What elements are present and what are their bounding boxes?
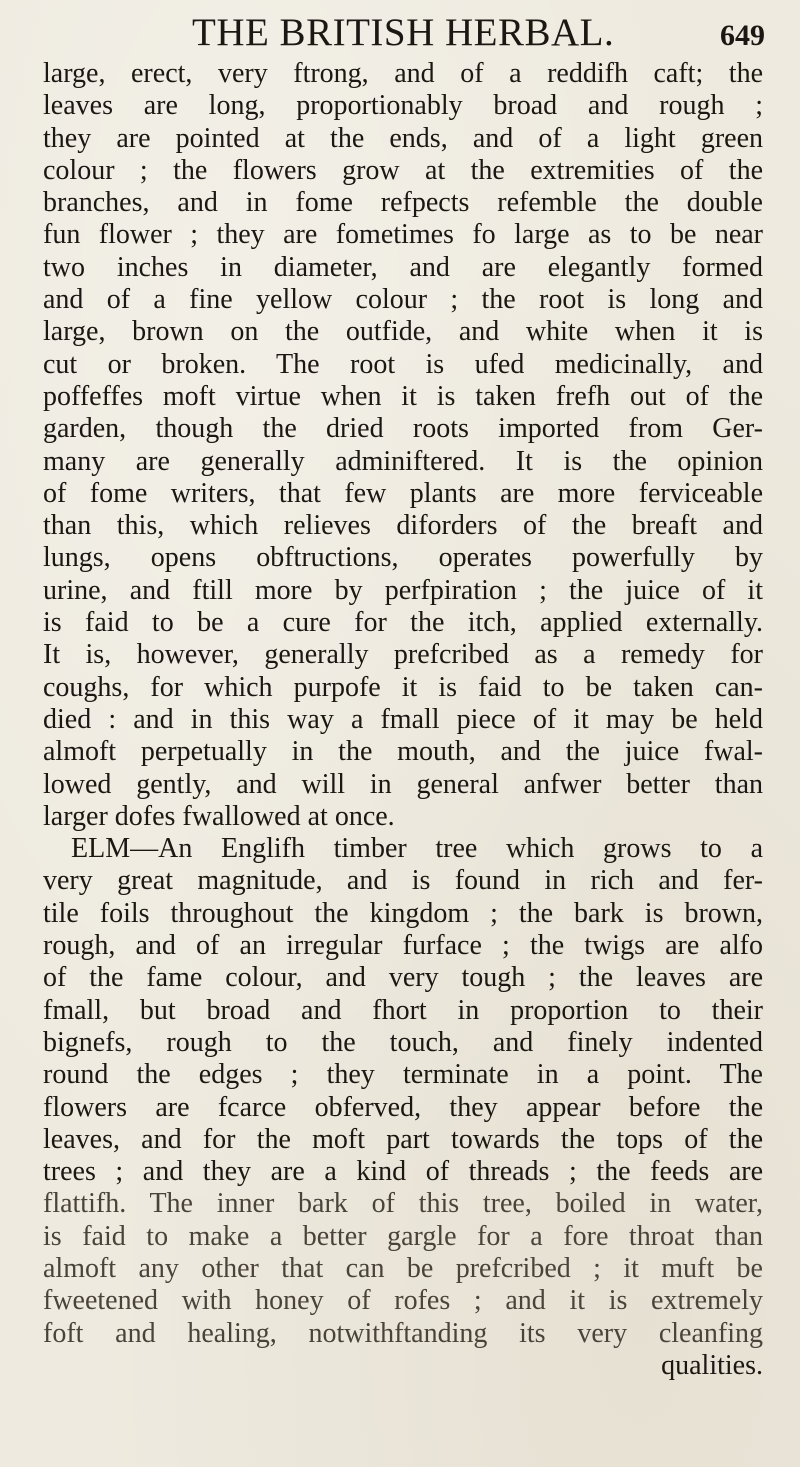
text-line: lungs, opens obftructions, operates powerfully by xyxy=(43,542,763,574)
text-line: bignefs, rough to the touch, and finely indented xyxy=(43,1026,763,1058)
text-line: and of a fine yellow colour ; the root is long and xyxy=(43,284,763,316)
text-line: trees ; and they are a kind of threads ; the feeds are xyxy=(43,1156,763,1188)
text-line: is faid to make a better gargle for a fore throat than xyxy=(43,1220,763,1252)
text-line: leaves are long, proportionably broad and rough ; xyxy=(43,90,763,122)
text-line: they are pointed at the ends, and of a light green xyxy=(43,122,763,154)
page-number: 649 xyxy=(720,19,765,52)
text-line: fweetened with honey of rofes ; and it is extremely xyxy=(43,1285,763,1317)
text-line: large, erect, very ftrong, and of a reddifh caft; the xyxy=(43,58,763,89)
text-line-entry-start: ELM—An Englifh timber tree which grows to a xyxy=(71,833,763,865)
text-line: large, brown on the outfide, and white when it is xyxy=(43,316,763,348)
text-line: of the fame colour, and very tough ; the leaves are xyxy=(43,962,763,994)
text-line: round the edges ; they terminate in a point. The xyxy=(43,1059,763,1091)
text-line: fmall, but broad and fhort in proportion to their xyxy=(43,994,763,1026)
text-line: very great magnitude, and is found in rich and fer- xyxy=(43,865,763,897)
text-line: larger dofes fwallowed at once. xyxy=(43,800,395,832)
text-line: leaves, and for the moft part towards the tops of the xyxy=(43,1123,763,1155)
text-line: died : and in this way a fmall piece of it may be held xyxy=(43,703,763,735)
text-line: branches, and in fome refpects refemble the double xyxy=(43,187,763,219)
text-line: fun flower ; they are fometimes fo large as to be near xyxy=(43,219,763,251)
text-line: It is, however, generally prefcribed as a remedy for xyxy=(43,639,763,671)
running-title: THE BRITISH HERBAL. xyxy=(192,11,615,54)
text-line: many are generally adminiftered. It is the opinion xyxy=(43,445,763,477)
text-line: tile foils throughout the kingdom ; the bark is brown, xyxy=(43,897,763,929)
text-line: garden, though the dried roots imported from Ger- xyxy=(43,413,763,445)
text-line: poffeffes moft virtue when it is taken frefh out of the xyxy=(43,380,763,412)
text-line: urine, and ftill more by perfpiration ; the juice of it xyxy=(43,574,763,606)
running-head xyxy=(0,10,800,56)
text-line: flowers are fcarce obferved, they appear before the xyxy=(43,1091,763,1123)
text-line: than this, which relieves diforders of the breaft and xyxy=(43,510,763,542)
text-line: two inches in diameter, and are elegantly formed xyxy=(43,251,763,283)
text-line: of fome writers, that few plants are more ferviceable xyxy=(43,477,763,509)
text-line: almoft perpetually in the mouth, and the juice fwal- xyxy=(43,736,763,768)
body-text xyxy=(43,58,763,1382)
text-line: foft and healing, notwithftanding its very cleanfing xyxy=(43,1317,763,1349)
text-line: lowed gently, and will in general anfwer better than xyxy=(43,768,763,800)
text-line: is faid to be a cure for the itch, applied externally. xyxy=(43,607,763,639)
text-line: almoft any other that can be prefcribed ; it muft be xyxy=(43,1252,763,1284)
text-line: coughs, for which purpofe it is faid to be taken can- xyxy=(43,671,763,703)
text-line-final: qualities. xyxy=(661,1349,763,1381)
text-line: colour ; the flowers grow at the extremities of the xyxy=(43,154,763,186)
text-line: cut or broken. The root is ufed medicinally, and xyxy=(43,348,763,380)
text-line: flattifh. The inner bark of this tree, boiled in water, xyxy=(43,1188,763,1220)
text-line: rough, and of an irregular furface ; the twigs are alfo xyxy=(43,930,763,962)
